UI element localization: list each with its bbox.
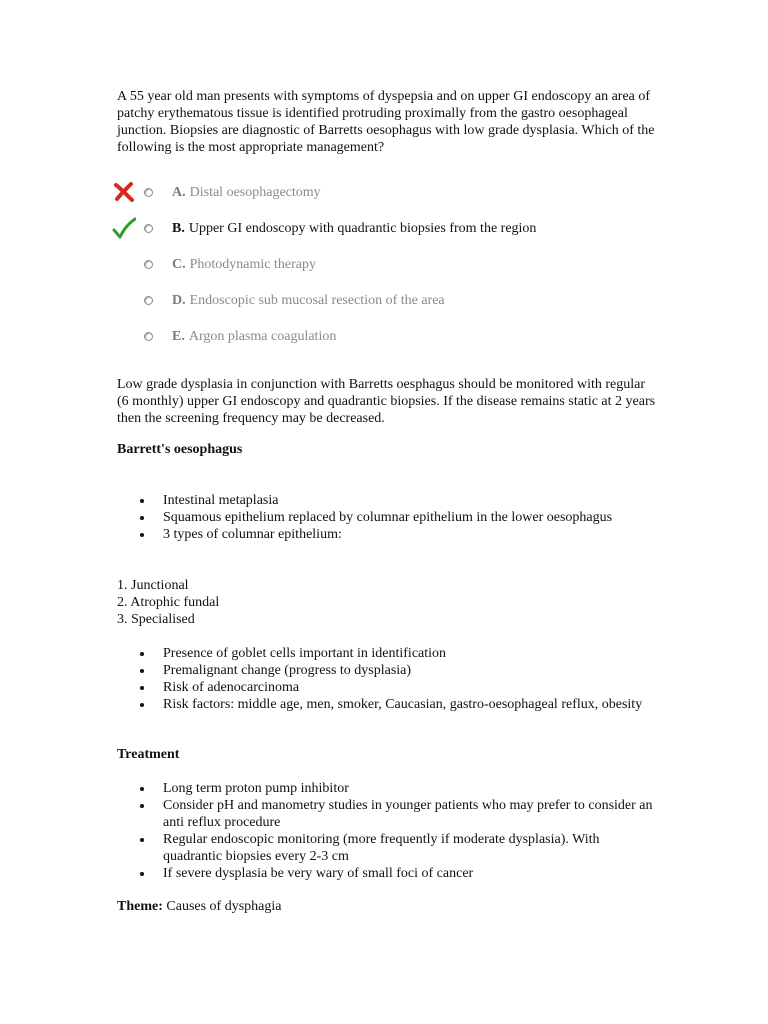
- list-item: Risk of adenocarcinoma: [117, 679, 657, 696]
- option-b-letter: B.: [172, 220, 185, 236]
- option-a-radio[interactable]: [144, 188, 153, 197]
- option-a-text: Distal oesophagectomy: [189, 184, 321, 200]
- theme-text: Causes of dysphagia: [166, 899, 282, 914]
- document-page: [117, 88, 657, 915]
- option-a[interactable]: [117, 174, 657, 210]
- option-b[interactable]: [117, 210, 657, 246]
- list-item: Premalignant change (progress to dysplasia): [117, 662, 657, 679]
- option-e-text: Argon plasma coagulation: [188, 328, 337, 344]
- barretts-bullet-list-2: [117, 645, 657, 713]
- option-b-text: Upper GI endoscopy with quadrantic biopsies from the region: [188, 220, 537, 236]
- check-icon: [112, 216, 136, 240]
- option-d[interactable]: [117, 282, 657, 318]
- list-item: Long term proton pump inhibitor: [117, 780, 657, 797]
- epithelium-numbered-list: [117, 577, 657, 628]
- barretts-bullet-list-1: [117, 492, 657, 543]
- answer-options: [117, 174, 657, 354]
- theme-label: Theme:: [117, 899, 163, 914]
- option-b-radio[interactable]: [144, 224, 153, 233]
- list-item: Intestinal metaplasia: [117, 492, 657, 509]
- option-c[interactable]: [117, 246, 657, 282]
- option-e-letter: E.: [172, 328, 185, 344]
- option-c-text: Photodynamic therapy: [189, 256, 316, 272]
- list-item: If severe dysplasia be very wary of small foci of cancer: [117, 865, 657, 882]
- option-d-letter: D.: [172, 292, 186, 308]
- list-item: 2. Atrophic fundal: [117, 595, 220, 610]
- cross-icon: [112, 180, 136, 204]
- list-item: 3 types of columnar epithelium:: [117, 526, 657, 543]
- list-item: 3. Specialised: [117, 612, 195, 627]
- list-item: 1. Junctional: [117, 578, 189, 593]
- option-e-radio[interactable]: [144, 332, 153, 341]
- option-a-letter: A.: [172, 184, 186, 200]
- option-e[interactable]: [117, 318, 657, 354]
- explanation-text: Low grade dysplasia in conjunction with Barretts oesphagus should be monitored with regular (6 monthly) upper GI endoscopy and quadrantic biopsies. If the disease remains static at 2 years then the screening frequency may be decreased.: [117, 377, 656, 426]
- option-d-text: Endoscopic sub mucosal resection of the area: [189, 292, 445, 308]
- section-heading-treatment: Treatment: [117, 747, 180, 762]
- list-item: Consider pH and manometry studies in younger patients who may prefer to consider an anti reflux procedure: [117, 797, 657, 831]
- section-heading-barretts: Barrett's oesophagus: [117, 442, 243, 457]
- question-text: A 55 year old man presents with symptoms of dyspepsia and on upper GI endoscopy an area of patchy erythematous tissue is identified protruding proximally from the gastro oesophageal junction. Biopsies are diagnostic of Barretts oesophagus with low grade dysplasia. Which of the following is the most appropriate management?: [117, 89, 655, 155]
- list-item: Regular endoscopic monitoring (more frequently if moderate dysplasia). With quadrantic biopsies every 2-3 cm: [117, 831, 657, 865]
- option-d-radio[interactable]: [144, 296, 153, 305]
- list-item: Squamous epithelium replaced by columnar epithelium in the lower oesophagus: [117, 509, 657, 526]
- list-item: Presence of goblet cells important in identification: [117, 645, 657, 662]
- treatment-bullet-list: [117, 780, 657, 882]
- list-item: Risk factors: middle age, men, smoker, Caucasian, gastro-oesophageal reflux, obesity: [117, 696, 657, 713]
- theme-line: [117, 898, 657, 915]
- option-c-letter: C.: [172, 256, 186, 272]
- option-c-radio[interactable]: [144, 260, 153, 269]
